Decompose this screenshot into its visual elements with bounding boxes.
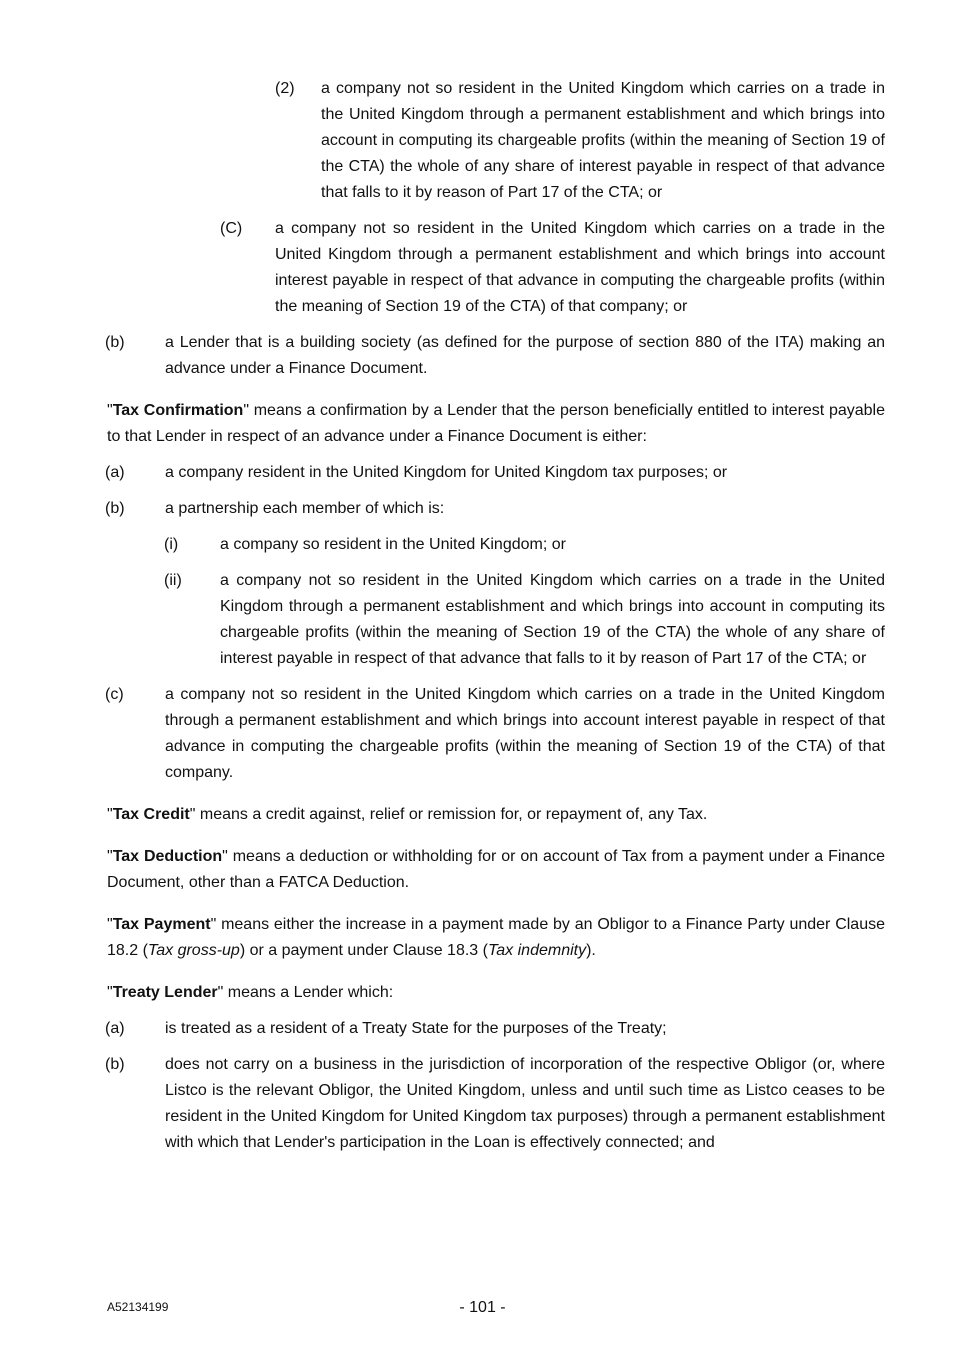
list-item-text: a company resident in the United Kingdom for United Kingdom tax purposes; or <box>165 464 728 481</box>
list-item <box>107 76 885 206</box>
definition-tax-credit <box>107 802 885 828</box>
definition-text: " means either the increase in a payment made by an Obligor to a Finance Party under Clause 18.2 ( <box>107 916 885 959</box>
quote-mark: " <box>107 848 113 865</box>
list-item-text: a company not so resident in the United Kingdom which carries on a trade in the United Kingdom through a permanent establishment and which brings into account in computing its chargeable profits (within the meaning of Section 19 of the CTA) the whole of any share of interest payable in respect of that advance that falls to it by reason of Part 17 of the CTA; or <box>321 80 885 201</box>
clause-title: Tax indemnity <box>487 942 587 959</box>
list-item-label: (i) <box>164 536 179 553</box>
defined-term: Tax Credit <box>112 806 190 823</box>
list-item-text: does not carry on a business in the jurisdiction of incorporation of the respective Obligor (or, where Listco is the relevant Obligor, the United Kingdom, unless and until such time as Listco ceases to be resident in the United Kingdom for United Kingdom tax purposes) through a permanent establishment with which that Lender's participation in the Loan is effectively connected; and <box>165 1056 885 1151</box>
list-item <box>107 532 885 558</box>
definition-treaty-lender <box>107 980 885 1006</box>
definition-text: " means a Lender which: <box>217 984 394 1001</box>
document-reference: A52134199 <box>107 1300 169 1314</box>
list-item-label: (c) <box>105 686 124 703</box>
list-item <box>107 460 885 486</box>
list-item-text: a company so resident in the United Kingdom; or <box>220 536 566 553</box>
list-item-label: (ii) <box>164 572 182 589</box>
definition-text: " means a credit against, relief or remission for, or repayment of, any Tax. <box>189 806 708 823</box>
definition-tax-deduction <box>107 844 885 896</box>
defined-term: Tax Deduction <box>112 848 223 865</box>
list-item-label: (a) <box>105 1020 125 1037</box>
list-item <box>107 496 885 522</box>
defined-term: Treaty Lender <box>112 984 218 1001</box>
defined-term: Tax Confirmation <box>112 402 244 419</box>
definition-text: " means a confirmation by a Lender that the person beneficially entitled to interest payable to that Lender in respect of an advance under a Finance Document is either: <box>107 402 886 445</box>
list-item <box>107 568 885 672</box>
list-item-text: a company not so resident in the United Kingdom which carries on a trade in the United Kingdom through a permanent establishment and which brings into account in computing its chargeable profits (within the meaning of Section 19 of the CTA) the whole of any share of interest payable in respect of that advance that falls to it by reason of Part 17 of the CTA; or <box>220 572 885 667</box>
definition-tax-payment <box>107 912 885 964</box>
definition-text: ) or a payment under Clause 18.3 ( <box>239 942 488 959</box>
definition-text: " means a deduction or withholding for or on account of Tax from a payment under a Finance Document, other than a FATCA Deduction. <box>107 848 886 891</box>
list-item <box>107 682 885 786</box>
list-item <box>107 330 885 382</box>
quote-mark: " <box>107 402 113 419</box>
defined-term: Tax Payment <box>112 916 211 933</box>
list-item-label: (b) <box>105 1056 125 1073</box>
quote-mark: " <box>107 806 113 823</box>
quote-mark: " <box>107 916 113 933</box>
definition-tax-confirmation <box>107 398 885 450</box>
list-item-text: a company not so resident in the United Kingdom which carries on a trade in the United Kingdom through a permanent establishment and which brings into account interest payable in respect of that advance in computing the chargeable profits (within the meaning of Section 19 of the CTA) of that company; or <box>275 220 885 315</box>
list-item <box>107 1016 885 1042</box>
document-body <box>107 76 885 1166</box>
list-item <box>107 216 885 320</box>
list-item-label: (a) <box>105 464 125 481</box>
list-item-text: a partnership each member of which is: <box>165 500 445 517</box>
list-item <box>107 1052 885 1156</box>
definition-text: ). <box>586 942 596 959</box>
page-number: - 101 - <box>459 1299 506 1316</box>
list-item-label: (2) <box>275 80 295 97</box>
list-item-label: (b) <box>105 334 125 351</box>
list-item-label: (b) <box>105 500 125 517</box>
list-item-text: a company not so resident in the United Kingdom which carries on a trade in the United Kingdom through a permanent establishment and which brings into account interest payable in respect of that advance in computing the chargeable profits (within the meaning of Section 19 of the CTA) of that company. <box>165 686 885 781</box>
list-item-label: (C) <box>220 220 243 237</box>
list-item-text: a Lender that is a building society (as defined for the purpose of section 880 of the ITA) making an advance under a Finance Document. <box>165 334 885 377</box>
clause-title: Tax gross-up <box>147 942 240 959</box>
quote-mark: " <box>107 984 113 1001</box>
list-item-text: is treated as a resident of a Treaty State for the purposes of the Treaty; <box>165 1020 667 1037</box>
